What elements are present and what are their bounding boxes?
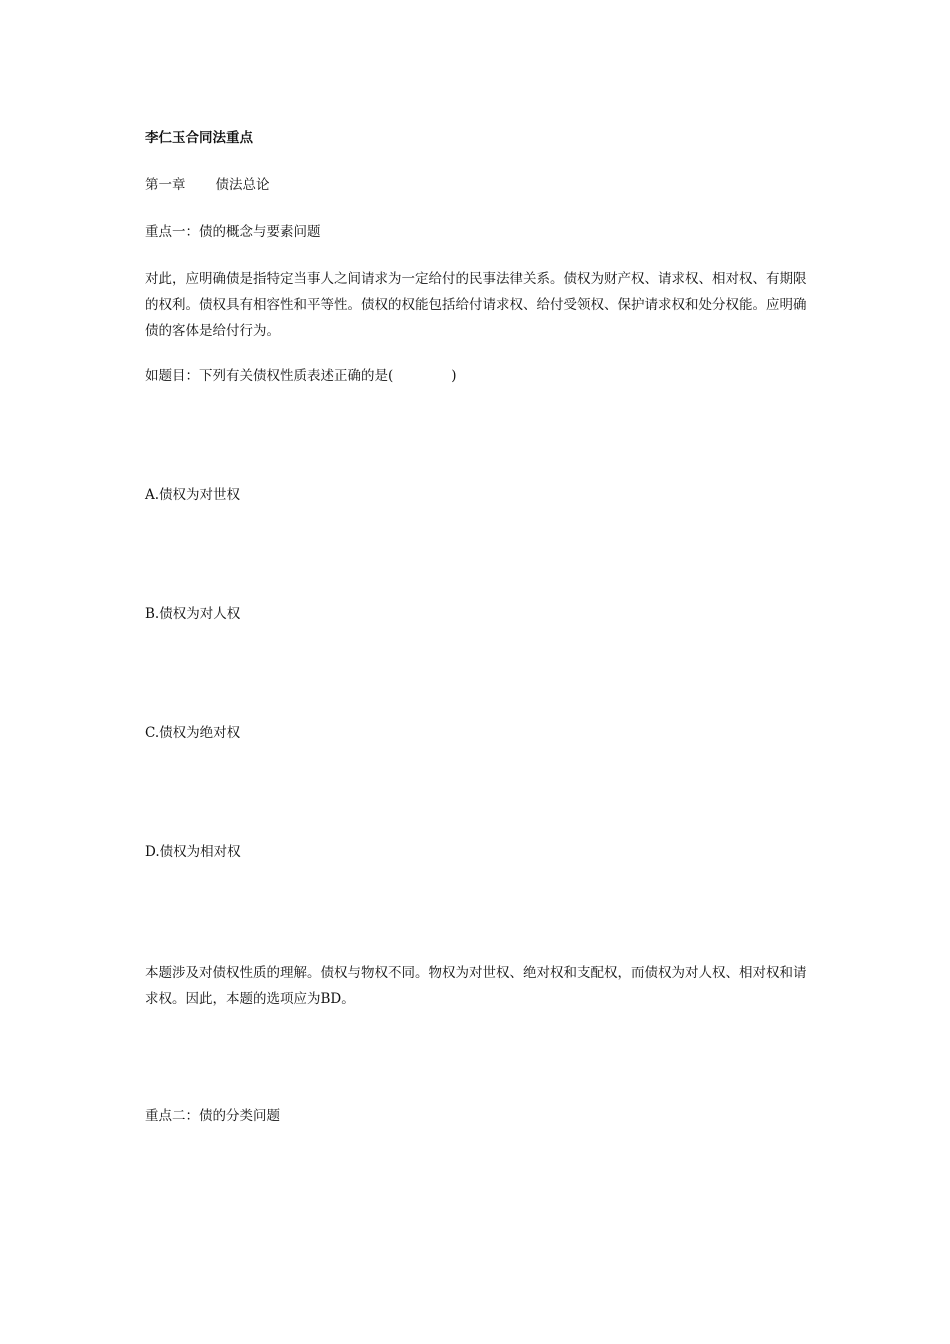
key-point-1-heading: 重点一：债的概念与要素问题 xyxy=(145,224,321,240)
concept-paragraph: 对此，应明确债是指特定当事人之间请求为一定给付的民事法律关系。债权为财产权、请求权、相对权、有期限的权利。债权具有相容性和平等性。债权的权能包括给付请求权、给付受领权、保护请求权和处分权能。应明确债的客体是给付行为。 xyxy=(145,271,807,339)
question-stem-text: 如题目：下列有关债权性质表述正确的是( xyxy=(145,368,394,384)
question-stem-close: ) xyxy=(451,368,457,384)
chapter-heading xyxy=(145,176,270,195)
document-title: 李仁玉合同法重点 xyxy=(145,130,253,146)
chapter-name: 债法总论 xyxy=(215,177,270,193)
option-d: D.债权为相对权 xyxy=(145,844,241,860)
option-a: A.债权为对世权 xyxy=(145,487,241,503)
question-stem xyxy=(145,367,457,386)
answer-explanation: 本题涉及对债权性质的理解。债权与物权不同。物权为对世权、绝对权和支配权，而债权为对人权、相对权和请求权。因此，本题的选项应为BD。 xyxy=(145,965,807,1007)
key-point-2-heading: 重点二：债的分类问题 xyxy=(145,1108,280,1124)
option-b: B.债权为对人权 xyxy=(145,606,241,622)
option-c: C.债权为绝对权 xyxy=(145,725,241,741)
chapter-number: 第一章 xyxy=(145,177,186,193)
